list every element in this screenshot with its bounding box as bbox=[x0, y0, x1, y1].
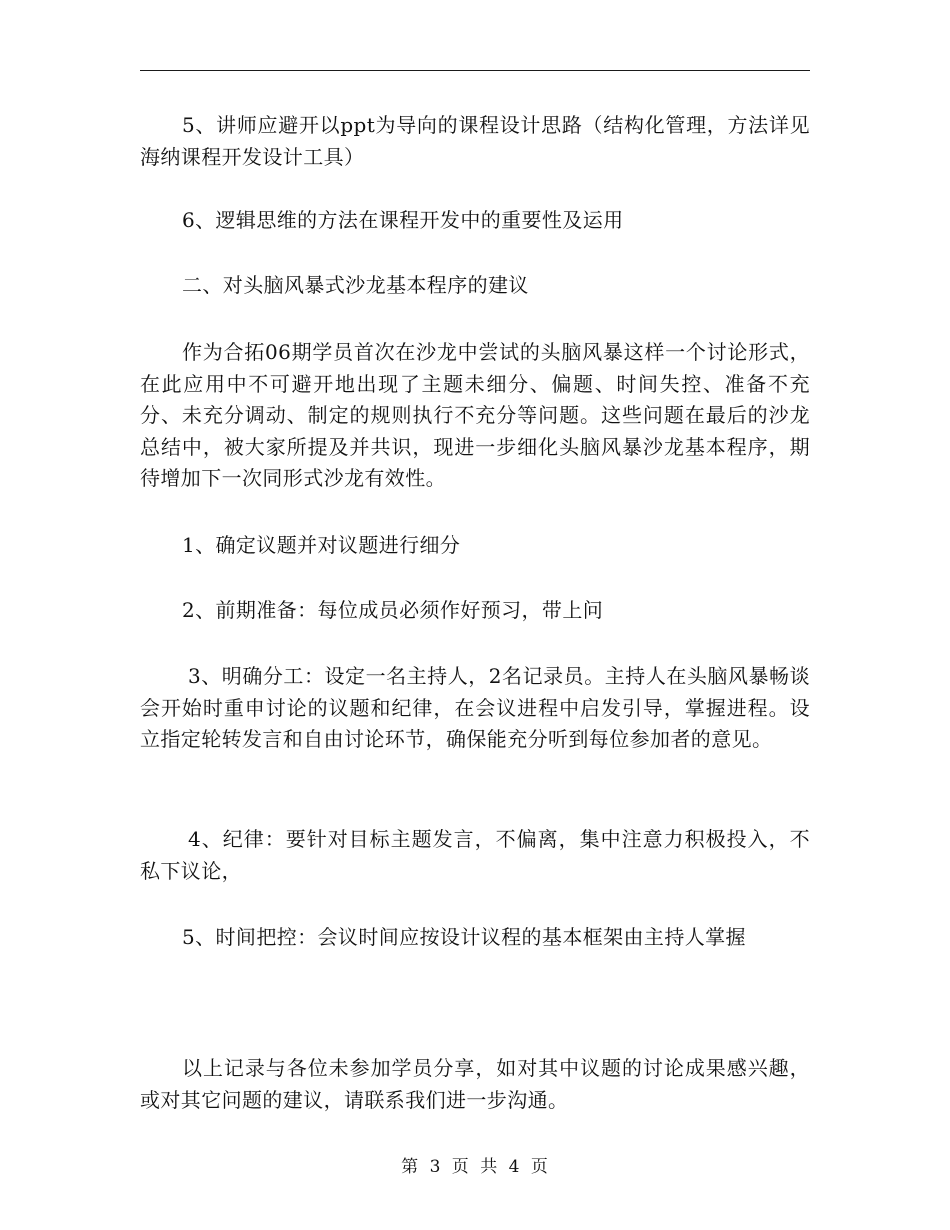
list-item-1-topic: 1、确定议题并对议题进行细分 bbox=[182, 533, 461, 557]
paragraph-item-6-logic: 6、逻辑思维的方法在课程开发中的重要性及运用 bbox=[182, 208, 624, 232]
list-item-5-time-control: 5、时间把控：会议时间应按设计议程的基本框架由主持人掌握 bbox=[182, 925, 746, 949]
paragraph-item-5-lecturer: 5、讲师应避开以ppt为导向的课程设计思路（结构化管理，方法详见海纳课程开发设计工具） bbox=[140, 113, 810, 169]
section-heading-brainstorm: 二、对头脑风暴式沙龙基本程序的建议 bbox=[182, 273, 529, 297]
header-rule bbox=[140, 70, 810, 71]
list-item-4-discipline: 4、纪律：要针对目标主题发言，不偏离，集中注意力积极投入，不私下议论， bbox=[140, 827, 810, 883]
closing-paragraph: 以上记录与各位未参加学员分享，如对其中议题的讨论成果感兴趣，或对其它问题的建议，请联系我们进一步沟通。 bbox=[140, 1056, 810, 1112]
page-number-footer: 第 3 页 共 4 页 bbox=[401, 1157, 549, 1177]
list-item-3-roles: 3、明确分工：设定一名主持人，2名记录员。主持人在头脑风暴畅谈会开始时重申讨论的议题和纪律，在会议进程中启发引导，掌握进程。设立指定轮转发言和自由讨论环节，确保能充分听到每位参加者的意见。 bbox=[140, 664, 810, 751]
paragraph-intro-brainstorm: 作为合拓06期学员首次在沙龙中尝试的头脑风暴这样一个讨论形式，在此应用中不可避开地出现了主题未细分、偏题、时间失控、准备不充分、未充分调动、制定的规则执行不充分等问题。这些问题在最后的沙龙总结中，被大家所提及并共识，现进一步细化头脑风暴沙龙基本程序，期待增加下一次同形式沙龙有效性。 bbox=[140, 340, 810, 490]
list-item-2-preparation: 2、前期准备：每位成员必须作好预习，带上问 bbox=[182, 598, 604, 622]
